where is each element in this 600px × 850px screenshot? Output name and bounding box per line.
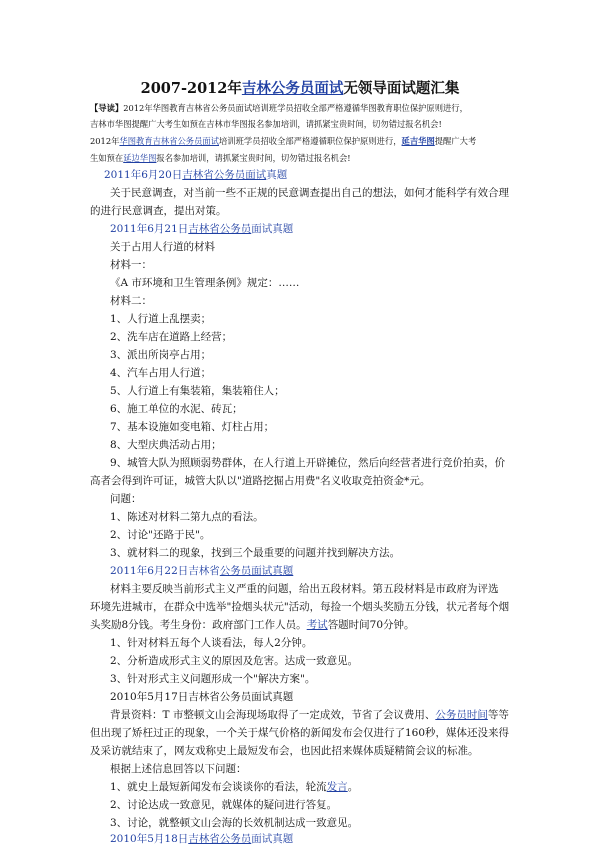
heading-5-link[interactable]: 吉林省公务员 [188, 833, 252, 845]
question-item: 1、陈述对材料二第九点的看法。 [110, 511, 264, 523]
list-item: 5、人行道上有集装箱，集装箱住人； [110, 385, 285, 397]
lead-line-4: 生如预在延边华图报名参加培训，请抓紧宝贵时间，切勿错过报名机会! [90, 153, 351, 163]
title-link[interactable]: 吉林公务员面试 [241, 80, 344, 97]
list-item: 3、派出所岗亭占用； [110, 349, 212, 361]
lead-link-huatu[interactable]: 华图教育吉林省公务员面试 [119, 136, 219, 146]
lead-line-3: 2012年华图教育吉林省公务员面试培训班学员招收全部严格遵循职位保护原则进行，延吉华图提醒广大考 [90, 136, 477, 146]
paragraph-line: 关于民意调查，对当前一些不正规的民意调查提出自己的想法，如何才能科学有效合理 [110, 187, 509, 199]
task-item: 1、针对材料五每个人谈看法，每人2分钟。 [110, 637, 313, 649]
lead-line-2: 吉林市华图提醒广大考生如预在吉林市华图报名参加培训，请抓紧宝贵时间，切勿错过报名机会! [90, 119, 442, 129]
heading-2-link[interactable]: 吉林省公务员 [188, 223, 252, 235]
paragraph-line: 关于占用人行道的材料 [110, 241, 215, 253]
list-item: 2、洗车店在道路上经营； [110, 331, 233, 343]
heading-3-link[interactable]: 公务员面试真题 [219, 565, 294, 577]
list-item: 8、大型庆典活动占用； [110, 439, 222, 451]
paragraph-line: 头奖励8分钱。考生身份：政府部门工作人员。考试答题时间70分钟。 [90, 619, 415, 631]
section-heading-4: 2010年5月17日吉林省公务员面试真题 [110, 691, 294, 703]
list-item: 高者会得到许可证，城管大队以"道路挖掘占用费"名义收取竞拍资金*元。 [90, 475, 431, 487]
speak-link[interactable]: 发言 [326, 781, 348, 793]
question-item: 2、讨论"还路于民"。 [110, 529, 211, 541]
section-heading-5: 2010年5月18日吉林省公务员面试真题 [110, 833, 294, 845]
question-item: 3、就材料二的现象，找到三个最重要的问题并找到解决方法。 [110, 547, 401, 559]
paragraph-line: 环境先进城市，在群众中选举"捡烟头状元"活动，每捡一个烟头奖励五分钱，状元者每个烟 [90, 601, 510, 613]
civil-servant-time-link[interactable]: 公务员时间 [435, 709, 488, 721]
section-heading-2: 2011年6月21日吉林省公务员面试真题 [110, 223, 294, 235]
paragraph-line: 及采访就结束了，网友戏称史上最短发布会，也因此招来媒体质疑精简会议的标准。 [90, 745, 479, 757]
lead-link-yanbian[interactable]: 延边华图 [123, 153, 157, 163]
title-suffix: 无领导面试题汇集 [343, 80, 460, 97]
answer-item: 3、讨论，就整顿文山会海的长效机制达成一致意见。 [110, 817, 359, 829]
lead-line-1: 【导读】2012年华图教育吉林省公务员面试培训班学员招收全部严格遵循华图教育职位保护原则进行， [90, 103, 468, 113]
lead-tag: 【导读】 [90, 103, 124, 113]
list-item: 1、人行道上乱摆卖； [110, 313, 212, 325]
list-item: 9、城管大队为照顾弱势群体，在人行道上开辟摊位，然后向经营者进行竞价拍卖，价 [110, 457, 506, 469]
list-item: 7、基本设施如变电箱、灯柱占用； [110, 421, 275, 433]
task-item: 2、分析造成形式主义的原因及危害。达成一致意见。 [110, 655, 359, 667]
paragraph-line: 背景资料：T 市整顿文山会海现场取得了一定成效，节省了会议费用、公务员时间等等 [110, 709, 509, 721]
paragraph-line: 材料主要反映当前形式主义严重的问题，给出五段材料。第五段材料是市政府为评选 [110, 583, 499, 595]
paragraph-line: 但出现了矫枉过正的现象，一个关于煤气价格的新闻发布会仅进行了160秒，媒体还没来得 [90, 727, 510, 739]
answer-item: 1、就史上最短新闻发布会谈谈你的看法，轮流发言。 [110, 781, 359, 793]
list-item: 4、汽车占用人行道； [110, 367, 212, 379]
task-item: 3、针对形式主义问题形成一个"解决方案"。 [110, 673, 316, 685]
paragraph-line: 《A 市环境和卫生管理条例》规定：…… [110, 277, 300, 289]
exam-link[interactable]: 考试 [306, 619, 328, 631]
title-prefix: 2007-2012年 [140, 80, 242, 97]
lead-link-yanji[interactable]: 延吉华图 [401, 136, 435, 146]
list-item: 6、施工单位的水泥、砖瓦； [110, 403, 243, 415]
page-title [0, 80, 600, 98]
paragraph-line: 材料一： [110, 259, 152, 271]
answer-item: 2、讨论达成一致意见，就媒体的疑问进行答复。 [110, 799, 338, 811]
paragraph-line: 问题： [110, 493, 142, 505]
paragraph-line: 的进行民意调查，提出对策。 [90, 205, 227, 217]
section-heading-1: 2011年6月20日吉林省公务员面试真题 [104, 169, 288, 181]
section-heading-3: 2011年6月22日吉林省公务员面试真题 [110, 565, 294, 577]
paragraph-line: 根据上述信息回答以下问题： [110, 763, 247, 775]
paragraph-line: 材料二： [110, 295, 152, 307]
heading-1-link[interactable]: 吉林省公务员面试 [182, 169, 267, 181]
